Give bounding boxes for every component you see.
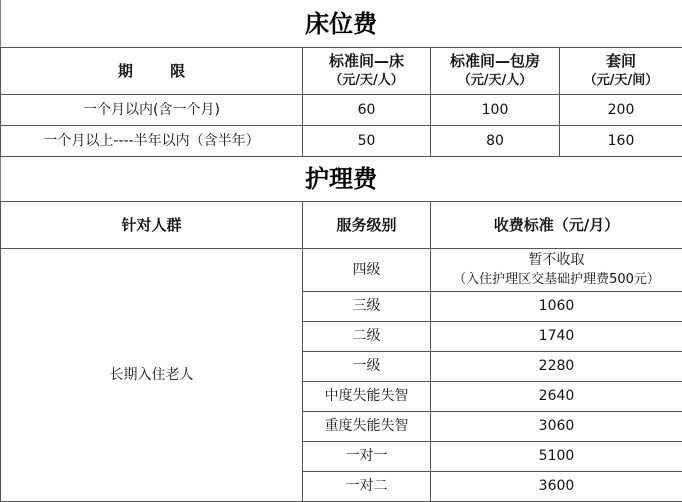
fee-cell: 3600 (431, 472, 682, 502)
suite-price-cell: 160 (560, 126, 682, 157)
service-level-cell: 重度失能失智 (303, 412, 431, 442)
care-fee-header-row (1, 202, 682, 249)
service-level-cell: 中度失能失智 (303, 382, 431, 412)
single-bed-header-line2: （元/天/人） (303, 71, 430, 90)
service-level-cell: 一对一 (303, 442, 431, 472)
period-cell: 一个月以上----半年以内（含半年） (1, 126, 303, 157)
suite-header-line2: （元/天/间） (560, 71, 682, 90)
fee-cell: 2280 (431, 352, 682, 382)
service-level-header: 服务级别 (303, 202, 431, 249)
fee-cell-main: 暂不收取 (529, 252, 585, 268)
fee-cell: 1740 (431, 322, 682, 352)
target-group-header: 针对人群 (1, 202, 303, 249)
service-level-cell: 一对二 (303, 472, 431, 502)
single-bed-header-line1: 标准间—床 (329, 52, 404, 70)
care-fee-title: 护理费 (0, 160, 682, 198)
table-row (1, 249, 682, 292)
fee-cell: 1060 (431, 292, 682, 322)
private-room-price-cell: 100 (431, 95, 560, 126)
single-bed-header (303, 48, 431, 95)
care-fee-table (0, 201, 682, 502)
private-room-header-line2: （元/天/人） (431, 71, 559, 90)
bed-fee-table (0, 47, 682, 157)
private-room-header (431, 48, 560, 95)
single-bed-price-cell: 50 (303, 126, 431, 157)
fee-cell: 2640 (431, 382, 682, 412)
fee-cell-note: （入住护理区交基础护理费500元） (431, 270, 682, 289)
private-room-price-cell: 80 (431, 126, 560, 157)
service-level-cell: 四级 (303, 249, 431, 292)
bed-fee-header-row (1, 48, 682, 95)
service-level-cell: 三级 (303, 292, 431, 322)
private-room-header-line1: 标准间—包房 (450, 52, 540, 70)
suite-price-cell: 200 (560, 95, 682, 126)
period-header: 期 限 (1, 48, 303, 95)
suite-header (560, 48, 682, 95)
fee-cell: 3060 (431, 412, 682, 442)
service-level-cell: 一级 (303, 352, 431, 382)
fee-cell: 5100 (431, 442, 682, 472)
target-group-cell: 长期入住老人 (1, 249, 303, 502)
table-row (1, 95, 682, 126)
fee-standard-header: 收费标准（元/月） (431, 202, 682, 249)
suite-header-line1: 套间 (606, 52, 636, 70)
bed-fee-title: 床位费 (0, 6, 682, 42)
table-row (1, 126, 682, 157)
fee-cell (431, 249, 682, 292)
period-cell: 一个月以内(含一个月) (1, 95, 303, 126)
service-level-cell: 二级 (303, 322, 431, 352)
single-bed-price-cell: 60 (303, 95, 431, 126)
